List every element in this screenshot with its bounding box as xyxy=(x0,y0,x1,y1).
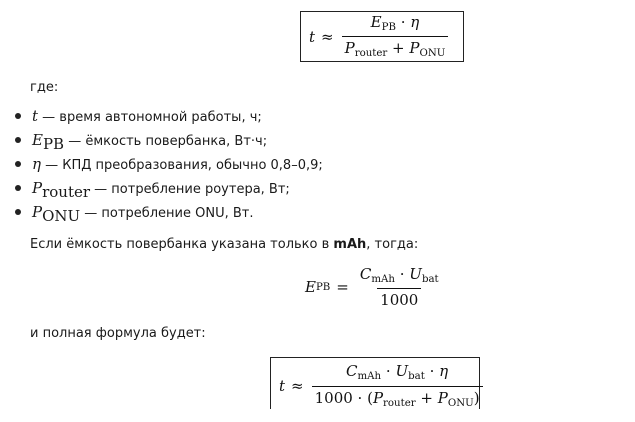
formula-numerator xyxy=(357,266,442,288)
symbol-c: C xyxy=(359,264,372,283)
equals-sign: = xyxy=(336,278,349,296)
formula-denominator: 1000 xyxy=(377,288,421,309)
full-formula-label: и полная формула будет: xyxy=(30,326,206,341)
approx-sign: ≈ xyxy=(321,27,334,46)
formula-fraction xyxy=(342,14,449,59)
def-symbol-sub: PB xyxy=(42,135,65,154)
crop-edge xyxy=(270,409,480,422)
dot-operator: · xyxy=(429,362,435,381)
mah-text-after: , тогда: xyxy=(366,237,419,252)
symbol-p-sub: ONU xyxy=(447,397,474,409)
symbol-e: E xyxy=(370,12,382,31)
symbol-p-sub: ONU xyxy=(419,47,446,59)
formula-numerator xyxy=(368,14,423,36)
symbol-e-sub: PB xyxy=(315,281,331,293)
dot-operator: · xyxy=(399,264,405,283)
formula-denominator xyxy=(312,386,483,409)
def-text: — время автономной работы, ч; xyxy=(38,110,262,125)
def-symbol-sub: ONU xyxy=(42,207,81,226)
definitions-list xyxy=(32,104,323,224)
symbol-c: C xyxy=(346,362,358,381)
bullet-icon xyxy=(15,161,21,167)
bullet-icon xyxy=(15,185,21,191)
formula-energy xyxy=(305,263,442,311)
bullet-icon xyxy=(15,209,21,215)
list-item xyxy=(32,176,323,200)
den-constant: 1000 · ( xyxy=(314,388,373,407)
symbol-u: U xyxy=(395,362,409,381)
def-symbol: E xyxy=(32,131,43,149)
formula-runtime-box xyxy=(300,11,464,62)
def-symbol: P xyxy=(32,203,43,221)
def-symbol: P xyxy=(32,179,43,197)
symbol-e: E xyxy=(305,278,316,296)
def-text: — ёмкость повербанка, Вт·ч; xyxy=(64,134,268,149)
def-symbol: η xyxy=(32,155,41,173)
symbol-p: P xyxy=(372,388,384,407)
formula-fraction xyxy=(312,363,483,408)
list-item xyxy=(32,104,323,128)
symbol-c-sub: mAh xyxy=(371,273,395,285)
formula-full-box xyxy=(270,357,480,415)
symbol-p: P xyxy=(344,39,355,57)
approx-sign: ≈ xyxy=(291,377,304,395)
symbol-u-sub: bat xyxy=(408,371,425,383)
dot-operator: · xyxy=(385,362,391,381)
symbol-p-sub: router xyxy=(354,47,388,59)
plus-operator: + xyxy=(392,39,405,57)
symbol-c-sub: mAh xyxy=(357,371,382,383)
bullet-icon xyxy=(15,137,21,143)
formula-lhs: t xyxy=(279,377,286,395)
symbol-p-sub: router xyxy=(383,397,416,409)
def-symbol: t xyxy=(32,107,39,125)
def-symbol-sub: router xyxy=(42,183,91,202)
formula-fraction xyxy=(357,266,442,309)
symbol-e-sub: PB xyxy=(381,21,396,33)
symbol-u-sub: bat xyxy=(421,273,439,285)
list-item xyxy=(32,128,323,152)
def-text: — КПД преобразования, обычно 0,8–0,9; xyxy=(41,158,323,173)
def-text: — потребление ONU, Вт. xyxy=(80,206,254,221)
def-text: — потребление роутера, Вт; xyxy=(90,182,290,197)
symbol-eta: η xyxy=(410,12,420,31)
where-label: где: xyxy=(30,80,59,95)
symbol-u: U xyxy=(409,264,422,283)
list-item xyxy=(32,200,323,224)
bullet-icon xyxy=(15,113,21,119)
mah-sentence xyxy=(30,237,418,252)
close-paren: ) xyxy=(473,388,480,407)
formula-numerator xyxy=(343,363,451,385)
symbol-p: P xyxy=(437,388,448,407)
dot-operator: · xyxy=(400,12,406,31)
formula-denominator xyxy=(342,36,449,59)
formula-lhs: t xyxy=(309,27,316,46)
plus-operator: + xyxy=(420,388,433,407)
symbol-eta: η xyxy=(439,362,449,381)
list-item xyxy=(32,152,323,176)
mah-text-before: Если ёмкость повербанка указана только в xyxy=(30,237,334,252)
mah-bold: mAh xyxy=(333,237,367,252)
symbol-p: P xyxy=(409,39,420,57)
